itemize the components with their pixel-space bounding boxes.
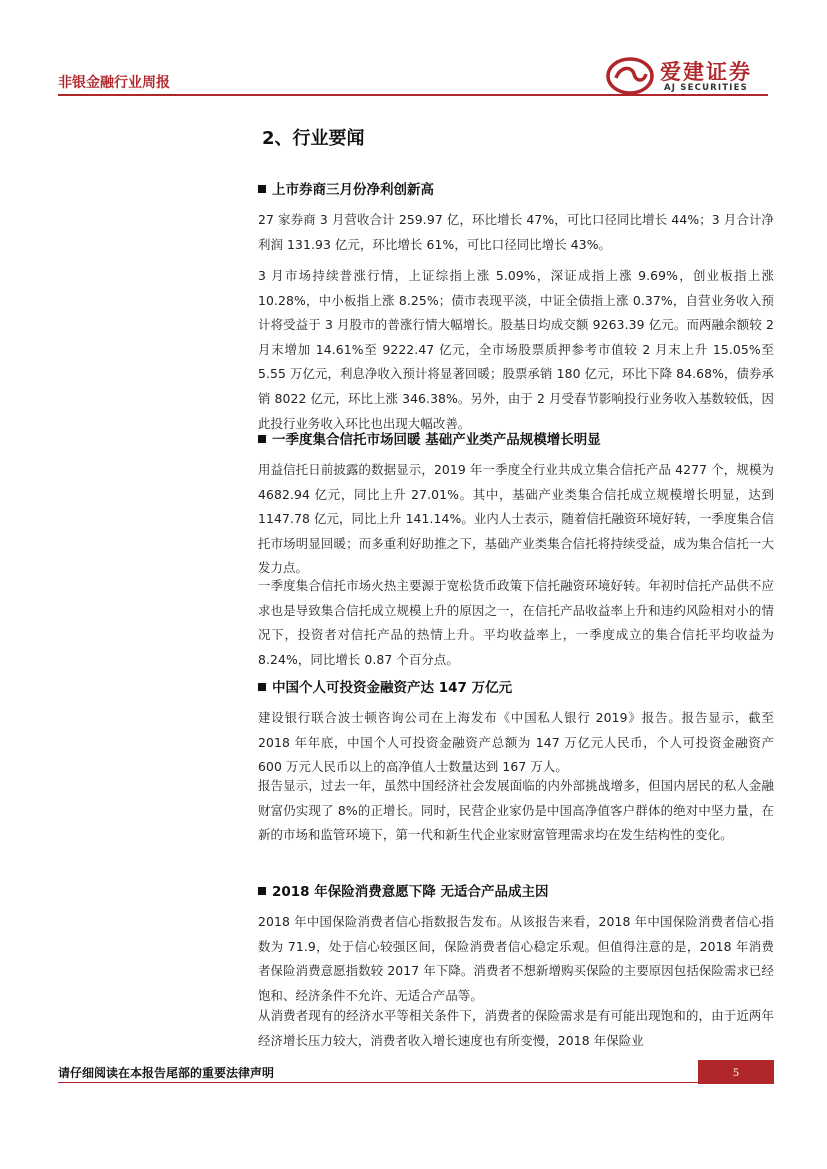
news-paragraph: 2018 年中国保险消费者信心指数报告发布。从该报告来看，2018 年中国保险消费者信心指数为 71.9，处于信心较强区间，保险消费者信心稳定乐观。但值得注意的是，2018 年消费者保险消费意愿指数较 2017 年下降。消费者不想新增购买保险的主要原因包括保险需求已经饱和、经济条件不允许、无适合产品等。 <box>258 914 774 1003</box>
footer-divider <box>58 1082 698 1083</box>
news-headline <box>258 178 434 198</box>
page-number: 5 <box>733 1065 739 1079</box>
news-headline <box>258 880 548 900</box>
news-paragraph: 一季度集合信托市场火热主要源于宽松货币政策下信托融资环境好转。年初时信托产品供不应求也是导致集合信托成立规模上升的原因之一，在信托产品收益率上升和违约风险相对小的情况下，投资者对信托产品的热情上升。平均收益率上，一季度成立的集合信托平均收益为 8.24%，同比增长 0.87 个百分点。 <box>258 578 774 667</box>
report-type-title: 非银金融行业周报 <box>58 75 170 91</box>
news-headline-text: 上市券商三月份净利创新高 <box>272 182 434 198</box>
bullet-square-icon <box>258 683 266 691</box>
news-headline-text: 中国个人可投资金融资产达 147 万亿元 <box>272 680 513 696</box>
news-paragraph: 3 月市场持续普涨行情，上证综指上涨 5.09%，深证成指上涨 9.69%，创业板指上涨 10.28%，中小板指上涨 8.25%；债市表现平淡，中证全债指上涨 0.37%，自营业务收入预计将受益于 3 月股市的普涨行情大幅增长。股基日均成交额 9263.39 亿元。而两融余额较 2 月末增加 14.61%至 9222.47 亿元，全市场股票质押参考市值较 2 月末上升 15.05%至 5.55 万亿元，利息净收入预计将显著回暖；股票承销 180 亿元，环比下降 84.68%，债券承销 8022 亿元，环比上涨 346.38%。另外，由于 2 月受春节影响投行业务收入基数较低，因此投行业务收入环比也出现大幅改善。 <box>258 268 774 431</box>
legal-disclaimer-note: 请仔细阅读在本报告尾部的重要法律声明 <box>58 1066 275 1080</box>
news-paragraph: 报告显示，过去一年，虽然中国经济社会发展面临的内外部挑战增多，但国内居民的私人金融财富仍实现了 8%的正增长。同时，民营企业家仍是中国高净值客户群体的绝对中坚力量，在新的市场和监管环境下，第一代和新生代企业家财富管理需求均在发生结构性的变化。 <box>258 778 774 843</box>
page-number-box <box>698 1060 774 1084</box>
news-paragraph: 27 家券商 3 月营收合计 259.97 亿，环比增长 47%，可比口径同比增长 44%；3 月合计净利润 131.93 亿元，环比增长 61%，可比口径同比增长 43%。 <box>258 212 774 252</box>
news-headline <box>258 676 512 696</box>
section-title: 2、行业要闻 <box>262 128 365 149</box>
news-paragraph: 建设银行联合波士顿咨询公司在上海发布《中国私人银行 2019》报告。报告显示，截至 2018 年年底，中国个人可投资金融资产总额为 147 万亿元人民币，个人可投资金融资产 600 万元人民币以上的高净值人士数量达到 167 万人。 <box>258 710 774 775</box>
bullet-square-icon <box>258 185 266 193</box>
logo-mark-icon <box>606 56 654 96</box>
company-logo <box>606 56 774 96</box>
news-paragraph: 从消费者现有的经济水平等相关条件下，消费者的保险需求是有可能出现饱和的，由于近两年经济增长压力较大，消费者收入增长速度也有所变慢，2018 年保险业 <box>258 1008 774 1048</box>
news-headline-text: 2018 年保险消费意愿下降 无适合产品成主因 <box>272 884 549 900</box>
news-headline <box>258 428 601 448</box>
news-headline-text: 一季度集合信托市场回暖 基础产业类产品规模增长明显 <box>272 432 601 448</box>
header-divider <box>58 94 768 96</box>
bullet-square-icon <box>258 435 266 443</box>
news-paragraph: 用益信托日前披露的数据显示，2019 年一季度全行业共成立集合信托产品 4277 个，规模为 4682.94 亿元，同比上升 27.01%。其中，基础产业类集合信托成立规模增长明显，达到 1147.78 亿元，同比上升 141.14%。业内人士表示，随着信托融资环境好转，一季度集合信托市场明显回暖；而多重利好助推之下，基础产业类集合信托将持续受益，成为集合信托一大发力点。 <box>258 462 774 576</box>
logo-chinese-name: 爱建证券 <box>660 60 752 84</box>
logo-english-name: AJ SECURITIES <box>664 83 748 93</box>
bullet-square-icon <box>258 887 266 895</box>
